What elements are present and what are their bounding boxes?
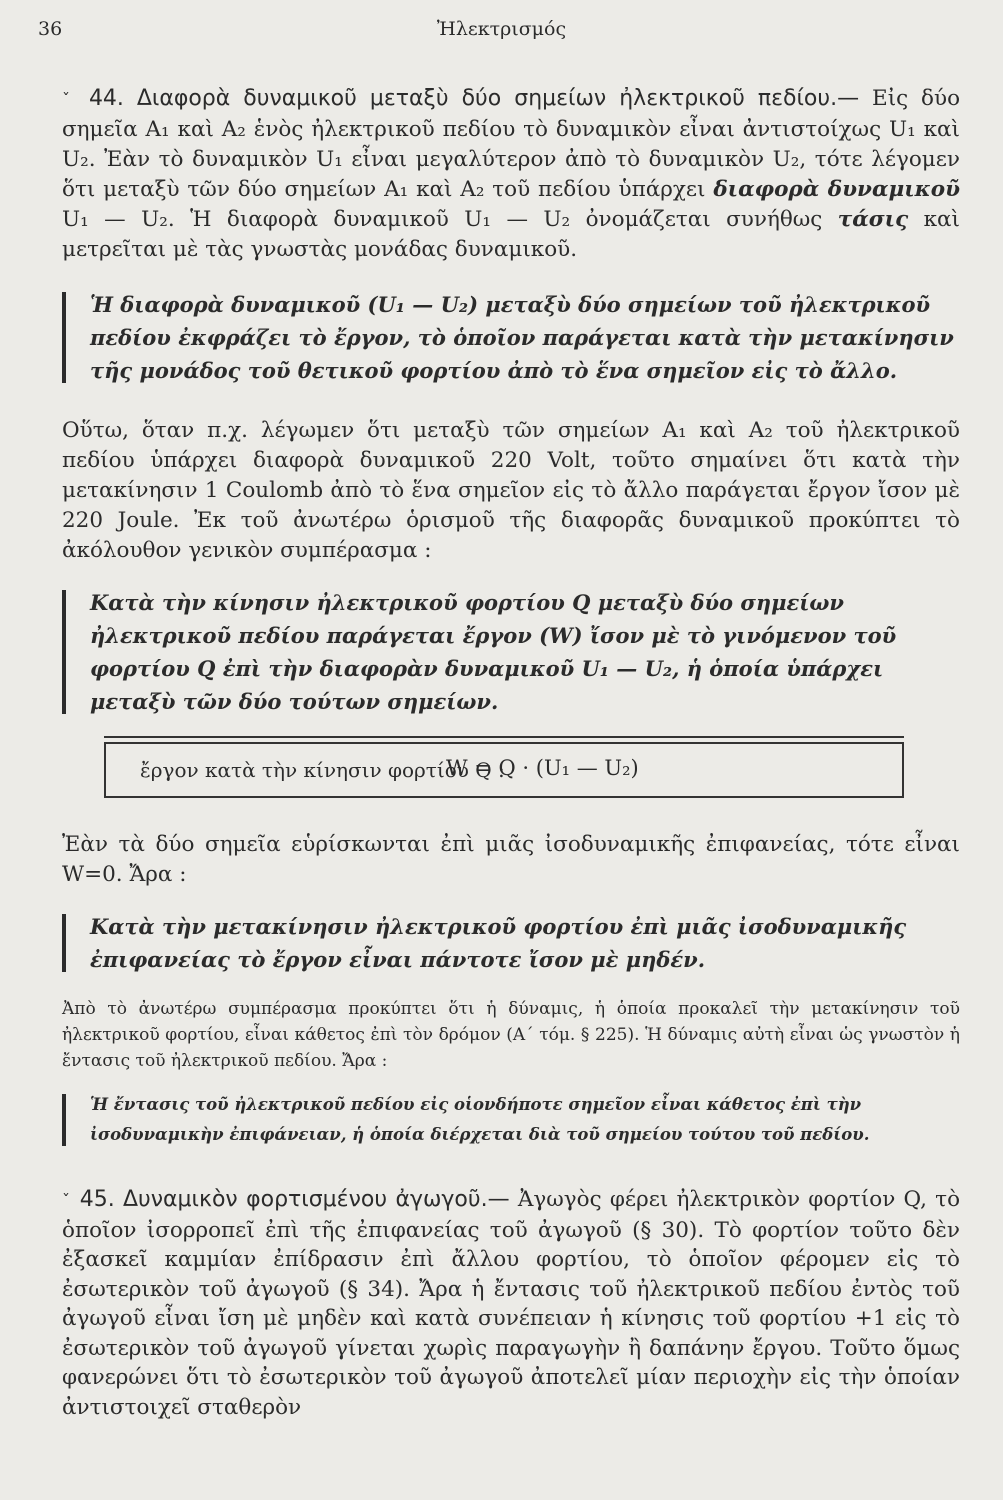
- formula-expression: W = Q · (U₁ — U₂): [446, 756, 639, 780]
- formula-box: [104, 742, 904, 798]
- small-paragraph: Ἀπὸ τὸ ἀνωτέρω συμπέρασμα προκύπτει ὅτι ἡ δύναμις, ἡ ὁποία προκαλεῖ τὴν μετακίνησιν τοῦ ἠλεκτρικοῦ φορτίου, εἶναι κάθετος ἐπὶ τὸν δρόμον (Α΄ τόμ. § 225). Ἡ δύναμις αὐτὴ εἶναι ὡς γνωστὸν ἡ ἔντασις τοῦ ἠλεκτρικοῦ πεδίου. Ἄρα :: [62, 999, 960, 1071]
- rule-bar: [62, 1094, 66, 1146]
- rule-text: Ἡ διαφορὰ δυναμικοῦ (U₁ — U₂) μεταξὺ δύο σημείων τοῦ ἠλεκτρικοῦ πεδίου ἐκφράζει τὸ ἔργον, τὸ ὁποῖον παράγεται κατὰ τὴν μετακίνησιν τῆς μονάδος τοῦ θετικοῦ φορτίου ἀπὸ τὸ ἕνα σημεῖον εἰς τὸ ἄλλο.: [90, 292, 954, 383]
- paragraph-text: Εἰς δύο σημεῖα A₁ καὶ A₂ ἑνὸς ἠλεκτρικοῦ πεδίου τὸ δυναμικὸν εἶναι ἀντιστοίχως U₁ καὶ U₂. Ἐὰν τὸ δυναμικὸν U₁ εἶναι μεγαλύτερον ἀπὸ τὸ δυναμικὸν U₂, τότε λέγομεν ὅτι μεταξὺ τῶν δύο σημείων A₁ καὶ A₂ τοῦ πεδίου ὑπάρχει: [62, 86, 961, 202]
- section-44-intro: [62, 84, 960, 265]
- rule-box-1: [62, 288, 960, 387]
- rule-box-3: [62, 910, 960, 976]
- section-44-title: Διαφορὰ δυναμικοῦ μεταξὺ δύο σημείων ἠλεκτρικοῦ πεδίου.—: [136, 86, 860, 111]
- paragraph-text: U₁ — U₂. Ἡ διαφορὰ δυναμικοῦ U₁ — U₂ ὀνομάζεται συνήθως: [62, 207, 838, 232]
- check-mark-icon: ˇ: [62, 1191, 72, 1210]
- check-mark-icon: ˇ: [62, 90, 77, 109]
- formula-label: ἔργον κατὰ τὴν κίνησιν φορτίου Q :: [140, 758, 505, 782]
- rule-text: Ἡ ἔντασις τοῦ ἠλεκτρικοῦ πεδίου εἰς οἱονδήποτε σημεῖον εἶναι κάθετος ἐπὶ τὴν ἰσοδυναμικὴν ἐπιφάνειαν, ἡ ὁποία διέρχεται διὰ τοῦ σημείου τούτου τοῦ πεδίου.: [90, 1095, 870, 1144]
- paragraph-2: Οὕτω, ὅταν π.χ. λέγωμεν ὅτι μεταξὺ τῶν σημείων A₁ καὶ A₂ τοῦ ἠλεκτρικοῦ πεδίου ὑπάρχει διαφορὰ δυναμικοῦ 220 Volt, τοῦτο σημαίνει ὅτι κατὰ τὴν μετακίνησιν 1 Coulomb ἀπὸ τὸ ἕνα σημεῖον εἰς τὸ ἄλλο παράγεται ἔργον ἴσον μὲ 220 Joule. Ἐκ τοῦ ἀνωτέρω ὁρισμοῦ τῆς διαφορᾶς δυναμικοῦ προκύπτει τὸ ἀκόλουθον γενικὸν συμπέρασμα :: [62, 418, 960, 563]
- running-head: Ἠλεκτρισμός: [436, 18, 567, 40]
- formula-top-line: [104, 736, 904, 738]
- term-potential-difference: διαφορὰ δυναμικοῦ: [713, 177, 960, 202]
- small-rule-box: [62, 1090, 960, 1150]
- rule-bar: [62, 590, 66, 714]
- term-tasis: τάσις: [837, 207, 909, 232]
- rule-box-2: [62, 586, 960, 718]
- section-45-number: 45.: [79, 1187, 115, 1212]
- rule-bar: [62, 914, 66, 972]
- rule-text: Κατὰ τὴν κίνησιν ἠλεκτρικοῦ φορτίου Q μεταξὺ δύο σημείων ἠλεκτρικοῦ πεδίου παράγεται ἔργον (W) ἴσον μὲ τὸ γινόμενον τοῦ φορτίου Q ἐπὶ τὴν διαφορὰν δυναμικοῦ U₁ — U₂, ἡ ὁποία ὑπάρχει μεταξὺ τῶν δύο τούτων σημείων.: [90, 590, 897, 714]
- section-45-title: Δυναμικὸν φορτισμένου ἀγωγοῦ.—: [122, 1187, 510, 1212]
- paragraph-text: καὶ μετρεῖται μὲ τὰς γνωστὰς μονάδας δυναμικοῦ.: [62, 207, 960, 262]
- paragraph-3: Ἐὰν τὰ δύο σημεῖα εὑρίσκωνται ἐπὶ μιᾶς ἰσοδυναμικῆς ἐπιφανείας, τότε εἶναι W=0. Ἄρα :: [62, 832, 960, 887]
- paragraph-text: Ἀγωγὸς φέρει ἠλεκτρικὸν φορτίον Q, τὸ ὁποῖον ἰσορροπεῖ ἐπὶ τῆς ἐπιφανείας τοῦ ἀγωγοῦ (§ 30). Τὸ φορτίον τοῦτο δὲν ἐξασκεῖ καμμίαν ἐπίδρασιν ἐπὶ ἄλλου φορτίου, τὸ ὁποῖον φέρομεν εἰς τὸ ἐσωτερικὸν τοῦ ἀγωγοῦ (§ 34). Ἄρα ἡ ἔντασις τοῦ ἠλεκτρικοῦ πεδίου ἐντὸς τοῦ ἀγωγοῦ εἶναι ἴση μὲ μηδὲν καὶ κατὰ συνέπειαν ἡ κίνησις τοῦ φορτίου +1 εἰς τὸ ἐσωτερικὸν τοῦ ἀγωγοῦ γίνεται χωρὶς παραγωγὴν ἢ δαπάνην ἔργου. Τοῦτο ὅμως φανερώνει ὅτι τὸ ἐσωτερικὸν τοῦ ἀγωγοῦ ἀποτελεῖ μίαν περιοχὴν εἰς τὴν ὁποίαν ἀντιστοιχεῖ σταθερὸν: [62, 1187, 961, 1420]
- rule-bar: [62, 292, 66, 383]
- section-45: [62, 1185, 960, 1422]
- page-number: 36: [38, 18, 63, 40]
- rule-text: Κατὰ τὴν μετακίνησιν ἠλεκτρικοῦ φορτίου ἐπὶ μιᾶς ἰσοδυναμικῆς ἐπιφανείας τὸ ἔργον εἶναι πάντοτε ἴσον μὲ μηδέν.: [90, 914, 907, 972]
- section-44-number: 44.: [88, 86, 124, 111]
